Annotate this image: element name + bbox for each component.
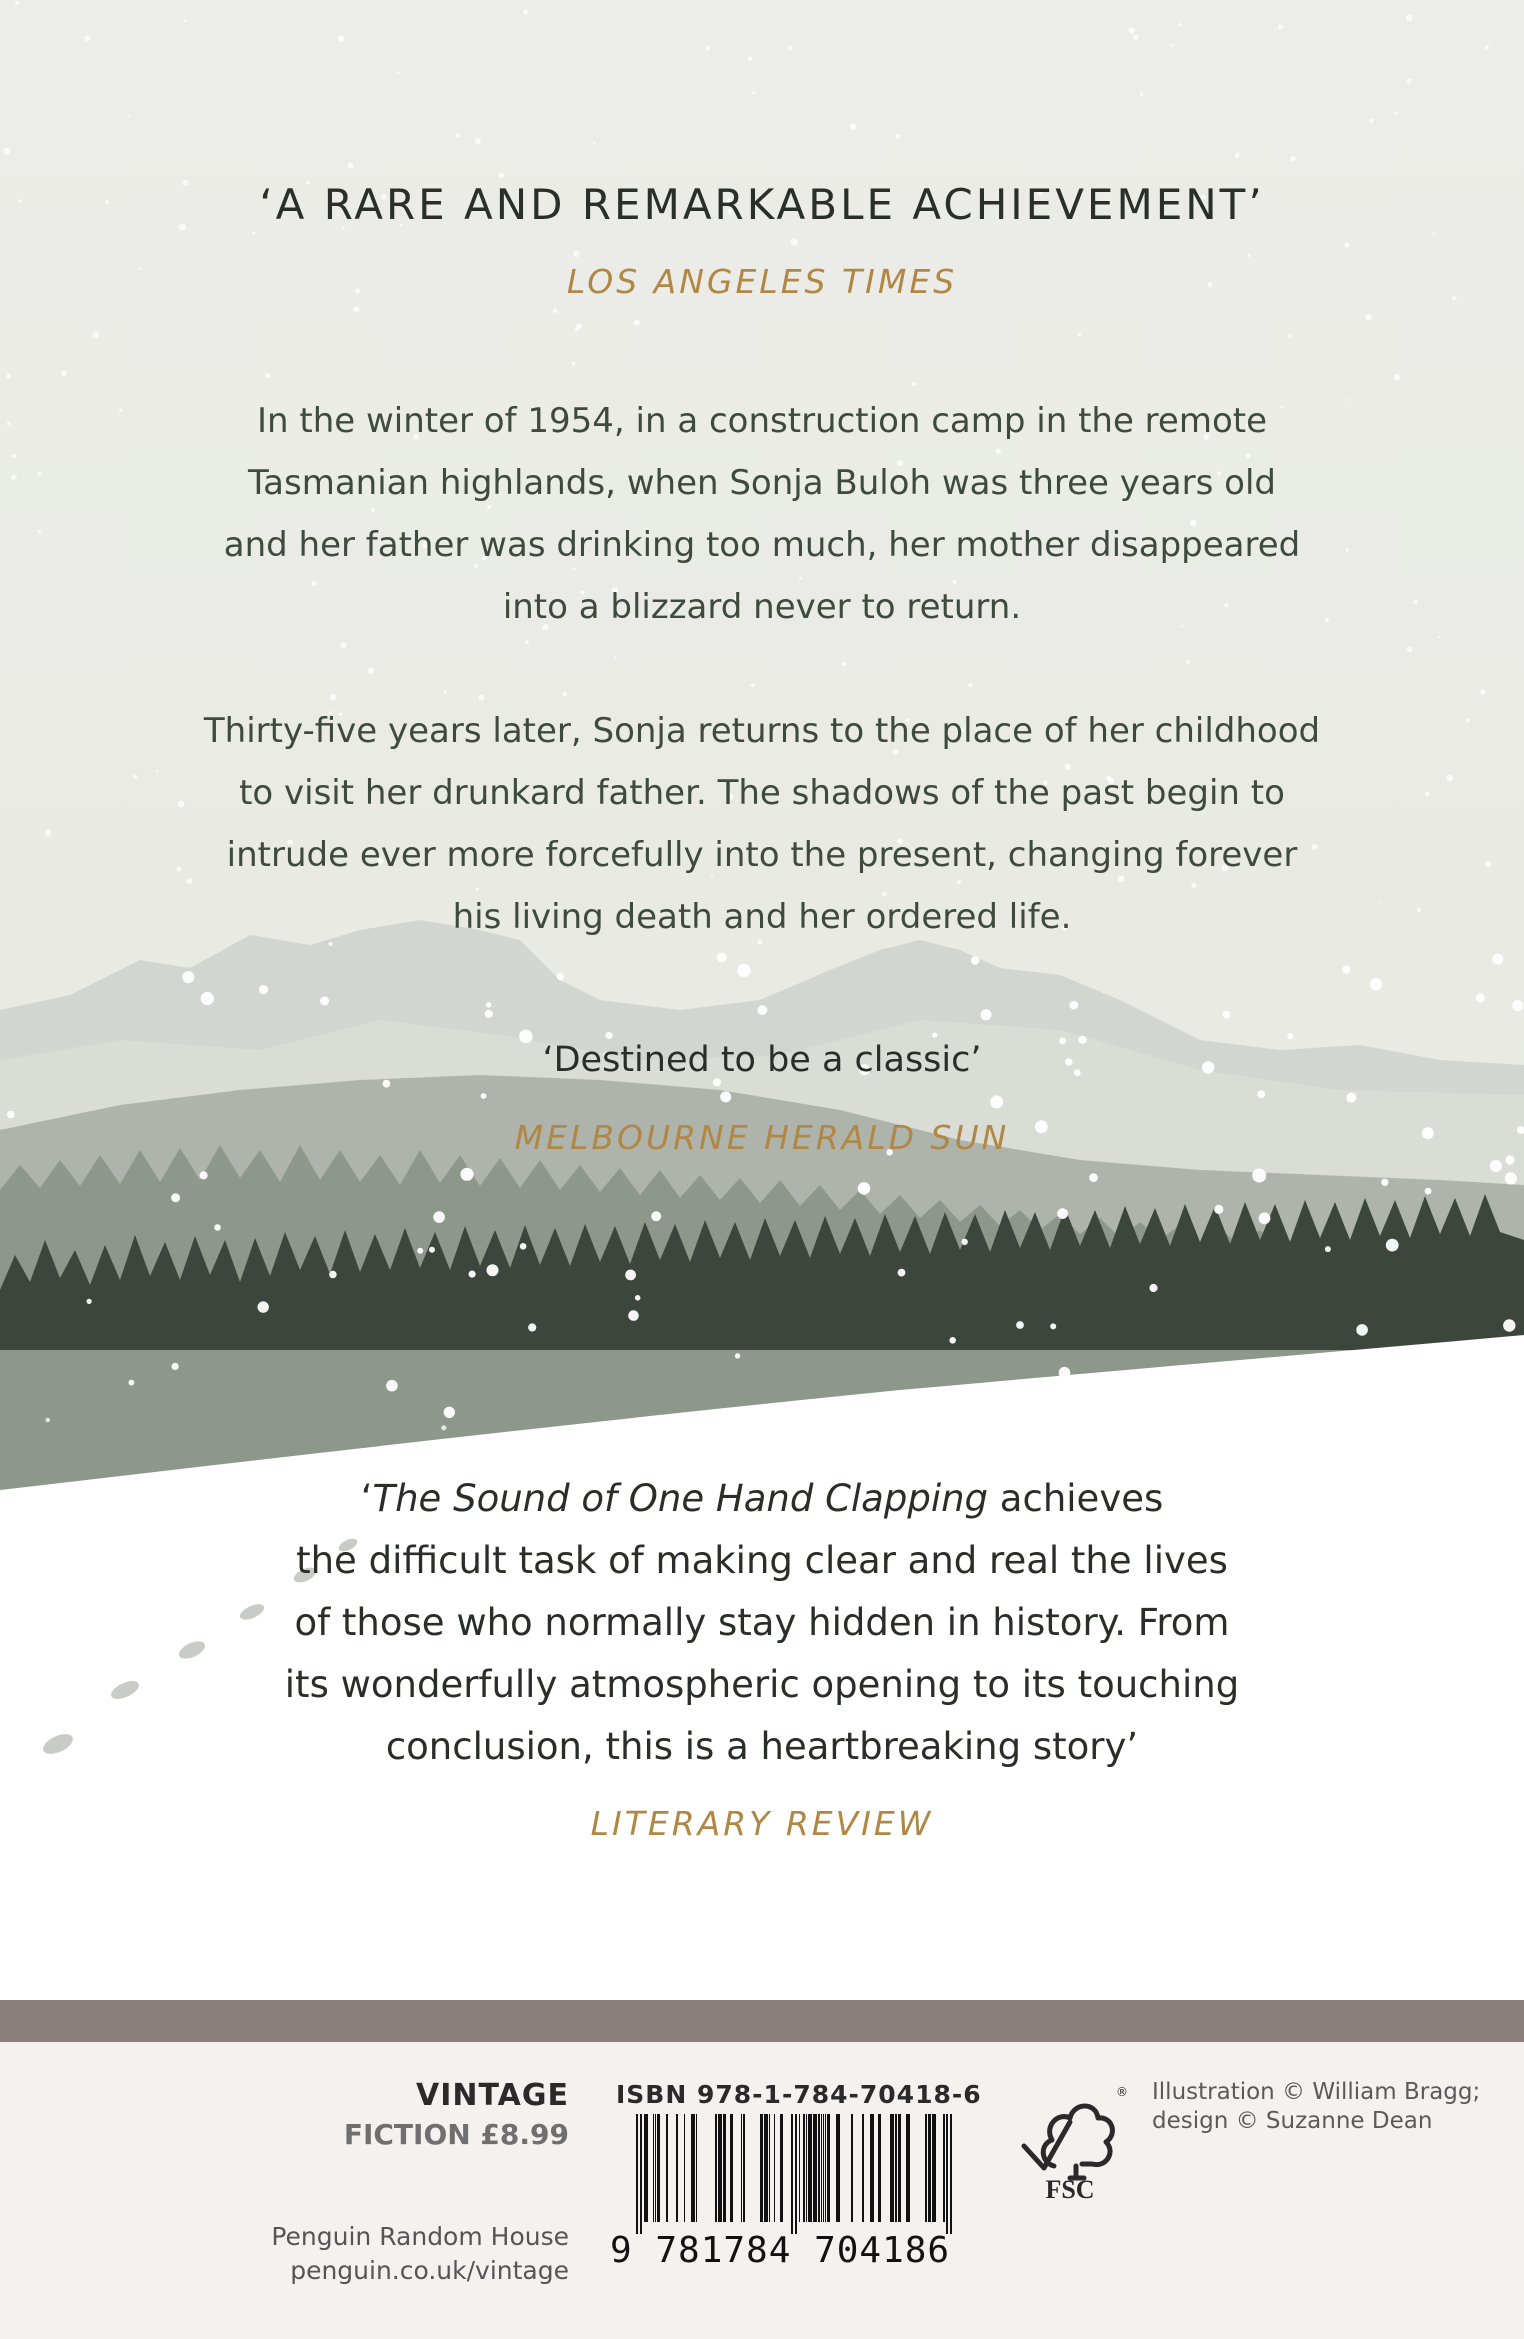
snowflake: [1503, 1319, 1515, 1331]
headline-quote: ‘A RARE AND REMARKABLE ACHIEVEMENT’: [259, 180, 1265, 229]
barcode-bar: [743, 2114, 745, 2222]
barcode-bar: [906, 2114, 910, 2222]
barcode-bar: [823, 2114, 824, 2222]
barcode-bar: [780, 2114, 783, 2222]
snowflake: [353, 306, 359, 312]
blurb-paragraph-2: [0, 700, 1524, 948]
snowflake: [572, 362, 576, 366]
snowflake: [1342, 966, 1350, 974]
snowflake: [1057, 1208, 1068, 1219]
snowflake: [1149, 1284, 1157, 1292]
snowflake: [1425, 1188, 1432, 1195]
barcode-bar: [943, 2114, 945, 2222]
snowflake: [1070, 1001, 1079, 1010]
barcode-digits: 9 781784 704186: [610, 2230, 951, 2271]
snowflake: [15, 1, 19, 5]
snowflake: [1365, 314, 1372, 321]
snowflake: [1257, 1090, 1265, 1098]
snowflake: [172, 1363, 179, 1370]
barcode-bar: [895, 2114, 897, 2222]
barcode-bar: [890, 2114, 894, 2222]
barcode-bar: [760, 2114, 763, 2222]
snowflake: [650, 113, 652, 115]
snowflake: [383, 1080, 391, 1088]
snowflake: [651, 1211, 661, 1221]
snowflake: [1485, 46, 1489, 50]
snowflake: [1133, 35, 1138, 40]
snowflake: [1490, 1160, 1502, 1172]
quote-source-la-times: LOS ANGELES TIMES: [566, 262, 958, 301]
snowflake: [456, 133, 460, 137]
snowflake: [1356, 1324, 1368, 1336]
barcode-guard-bar: [640, 2114, 642, 2234]
snowflake: [949, 1337, 956, 1344]
snowflake: [730, 1460, 737, 1467]
barcode-bar: [769, 2114, 770, 2222]
snowflake: [1370, 978, 1383, 991]
snowflake: [481, 1093, 487, 1099]
snowflake: [858, 1182, 871, 1195]
barcode-bar: [655, 2114, 656, 2222]
blurb-line: into a blizzard never to return.: [502, 587, 1022, 627]
illustration-design-credits: Illustration © William Bragg; design © Suzanne Dean: [1152, 2079, 1481, 2134]
snowflake: [791, 239, 798, 246]
snowflake: [737, 964, 750, 977]
barcode-bar: [862, 2114, 864, 2222]
publisher-name: Penguin Random House: [271, 2222, 569, 2251]
snowflake: [1325, 1246, 1331, 1252]
snowflake: [475, 138, 481, 144]
barcode-bar: [821, 2114, 822, 2222]
snowflake: [1395, 112, 1398, 115]
snowflake: [748, 56, 753, 61]
snowflake: [735, 1353, 740, 1358]
snowflake: [1248, 254, 1251, 257]
registered-mark: ®: [1116, 2085, 1128, 2099]
barcode-guard-bar: [950, 2114, 952, 2234]
snowflake: [127, 114, 130, 117]
barcode-bar: [928, 2114, 931, 2222]
snowflake: [129, 1380, 135, 1386]
snowflake: [265, 373, 270, 378]
snowflake: [898, 1269, 906, 1277]
barcode-bar: [932, 2114, 936, 2222]
snowflake: [340, 642, 346, 648]
snowflake: [259, 985, 268, 994]
barcode-bar: [808, 2114, 812, 2222]
publisher-website: penguin.co.uk/vintage: [290, 2256, 569, 2285]
barcode-bar: [818, 2114, 820, 2222]
snowflake: [499, 172, 504, 177]
divider-band: [0, 2000, 1524, 2042]
snowflake: [433, 1211, 445, 1223]
snowflake: [486, 1002, 492, 1008]
snowflake: [487, 1264, 499, 1276]
snowflake: [252, 232, 255, 235]
barcode-bar: [696, 2114, 697, 2222]
snowflake: [184, 20, 187, 23]
barcode-guard-bar: [791, 2114, 793, 2234]
snowflake: [1346, 1093, 1356, 1103]
quote-line-rest: achieves: [988, 1477, 1164, 1520]
snowflake: [962, 1239, 968, 1245]
blurb-line: and her father was drinking too much, her mother disappeared: [223, 525, 1301, 565]
barcode-bar: [878, 2114, 881, 2222]
quote-line: [0, 1468, 1524, 1530]
snowflake: [605, 1032, 612, 1039]
barcode-bar: [925, 2114, 927, 2222]
snowflake: [1386, 1239, 1399, 1252]
snowflake: [1480, 689, 1486, 695]
review-quote-classic: ‘Destined to be a classic’: [542, 1040, 982, 1080]
snowflake: [635, 1295, 641, 1301]
snowflake: [396, 71, 399, 74]
fsc-logo-label: FSC: [1045, 2175, 1095, 2202]
snowflake: [1129, 27, 1135, 33]
snowflake: [557, 973, 564, 980]
blurb-line: Thirty-five years later, Sonja returns to the place of her childhood: [203, 711, 1321, 751]
snowflake: [895, 134, 900, 139]
imprint-name: VINTAGE: [416, 2078, 569, 2113]
snowflake: [1223, 1011, 1231, 1019]
snowflake: [368, 668, 374, 674]
snowflake: [1406, 14, 1413, 21]
snowflake: [971, 956, 980, 965]
snowflake: [1089, 1173, 1098, 1182]
snowflake: [329, 1271, 337, 1279]
barcode-bar: [806, 2114, 807, 2222]
snowflake: [1259, 1212, 1271, 1224]
barcode-bar: [715, 2114, 717, 2222]
snowflake: [201, 992, 214, 1005]
snowflake: [842, 662, 847, 667]
snowflake: [441, 1425, 446, 1430]
snowflake: [1059, 1367, 1071, 1379]
snowflake: [1406, 78, 1411, 83]
snowflake: [347, 163, 353, 169]
snowflake: [1186, 660, 1190, 664]
quote-line: conclusion, this is a heartbreaking story’: [385, 1725, 1139, 1768]
snowflake: [1291, 156, 1296, 161]
quote-source-herald-sun: MELBOURNE HERALD SUN: [514, 1118, 1010, 1157]
snowflake: [1178, 23, 1181, 26]
blurb-paragraph-1: [0, 390, 1524, 638]
snowflake: [444, 691, 447, 694]
quote-line: the difficult task of making clear and real the lives: [296, 1539, 1228, 1582]
barcode-bar: [730, 2114, 733, 2222]
barcode-bar: [644, 2114, 648, 2222]
snowflake: [338, 36, 345, 43]
isbn-label: ISBN 978-1-784-70418-6: [616, 2080, 982, 2109]
snowflake: [1140, 93, 1143, 96]
barcode-guard-bar: [946, 2114, 948, 2234]
snowflake: [1288, 334, 1291, 337]
snowflake: [625, 1270, 636, 1281]
quote-line: its wonderfully atmospheric opening to its touching: [284, 1663, 1240, 1706]
snowflake: [485, 1010, 493, 1018]
snowflake: [200, 1171, 208, 1179]
snowflake: [46, 1418, 51, 1423]
book-title: The Sound of One Hand Clapping: [372, 1477, 989, 1520]
snowflake: [1433, 233, 1435, 235]
snowflake: [61, 370, 67, 376]
cover-footer: [0, 2042, 1524, 2339]
barcode-guard-bar: [636, 2114, 638, 2234]
snowflake: [752, 91, 756, 95]
snowflake: [705, 45, 710, 50]
barcode-bar: [684, 2114, 685, 2222]
snowflake: [932, 1033, 937, 1038]
barcode-bar: [851, 2114, 853, 2222]
snowflake: [968, 683, 972, 687]
snowflake: [429, 1247, 435, 1253]
fsc-tree-check-icon: [1010, 2082, 1130, 2202]
blurb-line: intrude ever more forcefully into the present, changing forever: [226, 835, 1298, 875]
snowflake: [1252, 1169, 1266, 1183]
snowflake: [1512, 1000, 1523, 1011]
snowflake: [469, 1271, 476, 1278]
quote-source-literary-review: LITERARY REVIEW: [590, 1804, 934, 1843]
snowflake: [1381, 1179, 1388, 1186]
snowflake: [1476, 993, 1485, 1002]
snowflake: [575, 327, 579, 331]
barcode-bar: [718, 2114, 722, 2222]
snowflake: [386, 1380, 398, 1392]
isbn-barcode: [636, 2114, 954, 2234]
barcode-bar: [803, 2114, 805, 2222]
snowflake: [573, 251, 579, 257]
snowflake: [541, 1454, 544, 1457]
snowflake: [553, 308, 558, 313]
blurb-line: his living death and her ordered life.: [452, 897, 1072, 937]
barcode-bar: [836, 2114, 840, 2222]
snowflake: [788, 46, 793, 51]
barcode-guard-bar: [795, 2114, 797, 2234]
snowflake: [717, 953, 727, 963]
barcode-bar: [657, 2114, 660, 2222]
snowflake: [1344, 243, 1349, 248]
snowflake: [1078, 333, 1081, 336]
barcode-bar: [764, 2114, 768, 2222]
snowflake: [1394, 374, 1400, 380]
barcode-bar: [870, 2114, 874, 2222]
quote-open-mark: ‘: [360, 1477, 373, 1520]
snowflake: [1171, 44, 1174, 47]
snowflake: [720, 1091, 731, 1102]
snowflake: [1394, 1422, 1401, 1429]
snowflake: [990, 1095, 1003, 1108]
snowflake: [523, 9, 528, 14]
snowflake: [912, 382, 916, 386]
snowflake: [593, 142, 596, 145]
blurb-line: Tasmanian highlands, when Sonja Buloh was three years old: [248, 463, 1276, 503]
snowflake: [417, 1248, 423, 1254]
snowflake: [460, 1168, 473, 1181]
snowflake: [758, 1005, 768, 1015]
snowflake: [1369, 119, 1374, 124]
blurb-line: In the winter of 1954, in a construction camp in the remote: [256, 401, 1267, 441]
barcode-bar: [653, 2114, 654, 2222]
snowflake: [1214, 1205, 1223, 1214]
barcode-bar: [723, 2114, 726, 2222]
snowflake: [1278, 25, 1283, 30]
snowflake: [525, 640, 529, 644]
snowflake: [93, 331, 100, 338]
review-quote-literary: [0, 1468, 1524, 1778]
barcode-bar: [666, 2114, 668, 2222]
barcode-bar: [813, 2114, 817, 2222]
snowflake: [171, 1193, 180, 1202]
snowflake: [320, 997, 329, 1006]
snowflake: [6, 374, 11, 379]
barcode-bar: [827, 2114, 830, 2222]
snowflake: [84, 35, 90, 41]
snowflake: [1050, 1323, 1056, 1329]
snowflake: [528, 1323, 536, 1331]
snowflake: [3, 148, 10, 155]
barcode-bar: [676, 2114, 678, 2222]
snowflake: [258, 1301, 269, 1312]
category-price: FICTION £8.99: [343, 2118, 569, 2151]
snowflake: [520, 1243, 527, 1250]
snowflake: [87, 1299, 92, 1304]
snowflake: [1407, 647, 1412, 652]
snowflake: [1016, 1321, 1024, 1329]
snowflake: [614, 657, 616, 659]
snowflake: [214, 1224, 221, 1231]
snowflake: [182, 971, 194, 983]
quote-line: of those who normally stay hidden in history. From: [294, 1601, 1230, 1644]
barcode-bar: [898, 2114, 901, 2222]
blurb-line: to visit her drunkard father. The shadows of the past begin to: [239, 773, 1285, 813]
snowflake: [562, 692, 567, 697]
barcode-bar: [825, 2114, 826, 2222]
barcode-bar: [774, 2114, 775, 2222]
barcode-bar: [741, 2114, 742, 2222]
snowflake: [1492, 954, 1503, 965]
snowflake: [444, 1407, 455, 1418]
snowflake: [1235, 153, 1240, 158]
snowflake: [628, 1310, 639, 1321]
barcode-bar: [799, 2114, 800, 2222]
snowflake: [1505, 1172, 1517, 1184]
snowflake: [981, 1009, 992, 1020]
snowflake: [751, 683, 755, 687]
snowflake: [850, 123, 857, 130]
snowflake: [634, 320, 640, 326]
barcode-bar: [691, 2114, 695, 2222]
snowflake: [1287, 1033, 1293, 1039]
